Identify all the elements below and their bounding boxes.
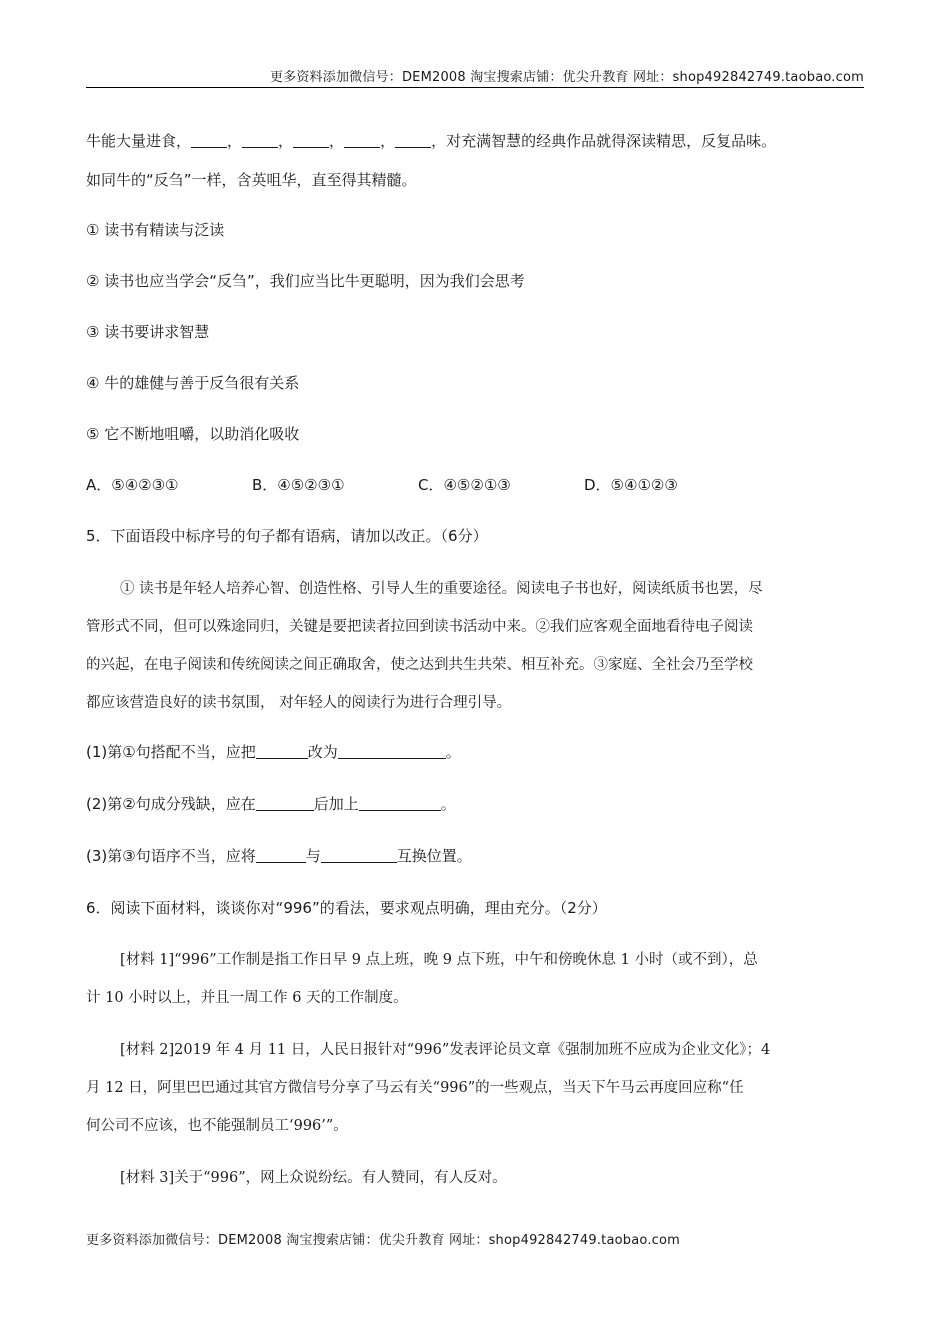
q4-line1 (86, 130, 866, 151)
q5-sub1-prompt: (1)第①句搭配不当，应把 (86, 743, 256, 761)
q5-passage-line3: 的兴起，在电子阅读和传统阅读之间正确取舍，使之达到共生共荣、相互补充。③家庭、全社会乃至学校 (86, 657, 753, 673)
q4-line1-start: 牛能大量进食， (86, 132, 192, 150)
answer-blank[interactable] (359, 796, 441, 811)
comma: ， (278, 132, 294, 150)
comma: ， (329, 132, 345, 150)
answer-blank[interactable] (338, 744, 446, 759)
q5-sub2-prompt: (2)第②句成分残缺，应在 (86, 795, 256, 813)
q5-sub2 (86, 793, 866, 814)
blank-2 (242, 133, 278, 148)
option-d[interactable]: D．⑤④①②③ (584, 476, 678, 494)
q6-title: 6．阅读下面材料，谈谈你对“996”的看法，要求观点明确，理由充分。（2分） (86, 899, 607, 917)
option-c[interactable]: C．④⑤②①③ (418, 476, 511, 494)
page-header: 更多资料添加微信号：DEM2008 淘宝搜索店铺：优尖升教育 网址：shop492842749.taobao.com (269, 70, 864, 85)
q6-material2-line2: 月 12 日，阿里巴巴通过其官方微信号分享了马云有关“996”的一些观点，当天下午马云再度回应称“任 (86, 1080, 744, 1096)
q4-item-3: ③ 读书要讲求智慧 (86, 323, 210, 341)
answer-blank[interactable] (256, 848, 306, 863)
q4-item-5: ⑤ 它不断地咀嚼，以助消化吸收 (86, 425, 300, 443)
q4-item-2: ② 读书也应当学会“反刍”，我们应当比牛更聪明，因为我们会思考 (86, 272, 525, 290)
blank-4 (344, 133, 380, 148)
q6-material2-line1: [材料 2]2019 年 4 月 11 日，人民日报针对“996”发表评论员文章《强制加班不应成为企业文化》；4 (120, 1042, 771, 1058)
q5-passage-line2: 管形式不同，但可以殊途同归，关键是要把读者拉回到读书活动中来。②我们应客观全面地看待电子阅读 (86, 619, 753, 635)
q4-item-1: ① 读书有精读与泛读 (86, 221, 225, 239)
q6-material3: [材料 3]关于“996”，网上众说纷纭。有人赞同，有人反对。 (120, 1170, 507, 1186)
header-divider (86, 87, 864, 88)
option-a[interactable]: A．⑤④②③① (86, 476, 179, 494)
q5-sub1-end: 。 (445, 743, 461, 761)
q5-sub3-mid: 与 (305, 847, 321, 865)
blank-3 (293, 133, 329, 148)
q6-material1-line1: [材料 1]“996”工作制是指工作日早 9 点上班，晚 9 点下班，中午和傍晚休息 1 小时（或不到），总 (120, 952, 758, 968)
blank-1 (191, 133, 227, 148)
q4-line1-end: ，对充满智慧的经典作品就得深读精思，反复品味。 (431, 132, 777, 150)
q5-title: 5．下面语段中标序号的句子都有语病，请加以改正。（6分） (86, 527, 488, 545)
q5-sub1-mid: 改为 (307, 743, 338, 761)
comma: ， (380, 132, 396, 150)
q5-sub2-mid: 后加上 (313, 795, 359, 813)
answer-blank[interactable] (256, 744, 308, 759)
page-footer: 更多资料添加微信号：DEM2008 淘宝搜索店铺：优尖升教育 网址：shop492842749.taobao.com (86, 1233, 681, 1248)
q5-sub1 (86, 741, 866, 762)
option-b[interactable]: B．④⑤②③① (252, 476, 345, 494)
q5-sub3 (86, 845, 866, 866)
q5-sub3-end: 互换位置。 (396, 847, 472, 865)
blank-5 (395, 133, 431, 148)
q4-options (86, 474, 866, 495)
q5-passage-line4: 都应该营造良好的读书氛围， 对年轻人的阅读行为进行合理引导。 (86, 695, 512, 711)
answer-blank[interactable] (256, 796, 314, 811)
q4-item-4: ④ 牛的雄健与善于反刍很有关系 (86, 374, 300, 392)
q5-sub2-end: 。 (440, 795, 456, 813)
comma: ， (227, 132, 243, 150)
q6-material1-line2: 计 10 小时以上，并且一周工作 6 天的工作制度。 (86, 990, 408, 1006)
q4-line2: 如同牛的“反刍”一样，含英咀华，直至得其精髓。 (86, 171, 417, 189)
q6-material2-line3: 何公司不应该，也不能强制员工‘996’”。 (86, 1118, 348, 1134)
answer-blank[interactable] (321, 848, 397, 863)
q5-sub3-prompt: (3)第③句语序不当，应将 (86, 847, 256, 865)
q5-passage-line1: ① 读书是年轻人培养心智、创造性格、引导人生的重要途径。阅读电子书也好，阅读纸质书也罢，尽 (120, 581, 763, 597)
